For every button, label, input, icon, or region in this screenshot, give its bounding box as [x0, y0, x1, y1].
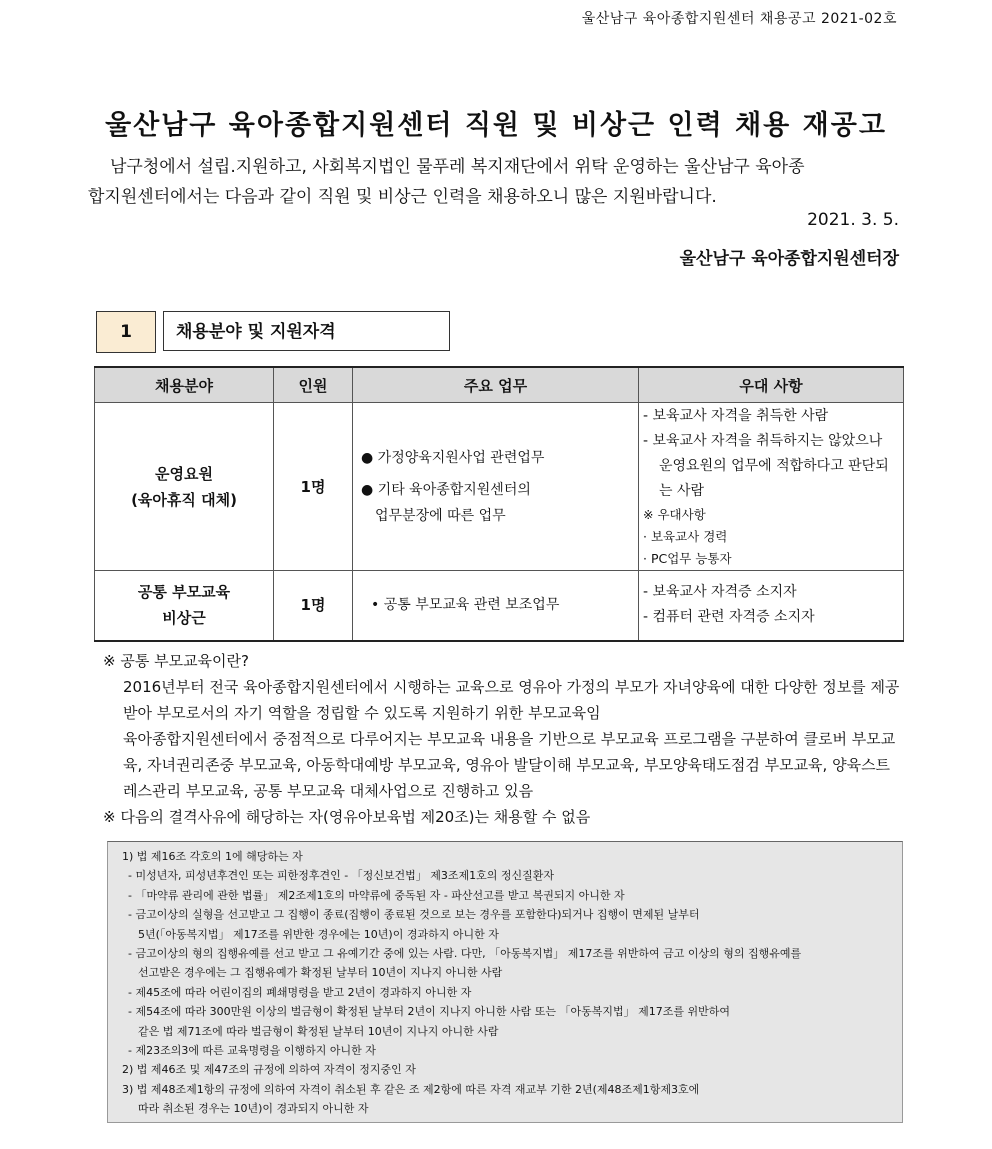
- box-line: - 미성년자, 피성년후견인 또는 피한정후견인 - 「정신보건법」 제3조제1호의 정신질환자: [128, 869, 555, 883]
- table-row: [95, 571, 904, 641]
- duty-item-cont: 업무분장에 따른 업무: [375, 507, 506, 524]
- col-header-count: 인원: [274, 367, 353, 403]
- recruitment-table: [94, 366, 904, 642]
- notice-date: 2021. 3. 5.: [807, 210, 899, 230]
- preference-cell: [639, 403, 904, 571]
- box-line: 선고받은 경우에는 그 집행유예가 확정된 날부터 10년이 지나지 아니한 사람: [138, 966, 503, 980]
- box-line: 따라 취소된 경우는 10년)이 경과되지 아니한 자: [138, 1102, 369, 1116]
- table-header-row: [95, 367, 904, 403]
- box-line: 3) 법 제48조제1항의 규정에 의하여 자격이 취소된 후 같은 조 제2항에 따른 자격 재교부 기한 2년(제48조제1항제3호에: [122, 1082, 700, 1096]
- intro-paragraph: [88, 152, 900, 212]
- count-cell: 1명: [274, 403, 353, 571]
- duty-item: • 공통 부모교육 관련 보조업무: [371, 597, 560, 614]
- field-cell: [95, 403, 274, 571]
- notes-section: [103, 648, 903, 830]
- section-number: 1: [96, 311, 156, 353]
- preference-item: - 보육교사 자격을 취득하지는 않았으나 운영요원의 업무에 적합하다고 판단되는 사람: [643, 432, 889, 499]
- duty-item: ● 가정양육지원사업 관련업무: [361, 449, 545, 466]
- box-line: - 제45조에 따라 어린이집의 폐쇄명령을 받고 2년이 경과하지 아니한 자: [128, 985, 472, 999]
- preference-item: - 보육교사 자격을 취득한 사람: [643, 407, 829, 424]
- note-body: 육아종합지원센터에서 중점적으로 다루어지는 부모교육 내용을 기반으로 부모교육 프로그램을 구분하여 클로버 부모교육, 자녀권리존중 부모교육, 아동학대예방 부모교육, 영유아 발달이해 부모교육, 부모양육태도점검 부모교육, 양육스트레스관리 부모교육, 공통 부모교육 대체사업으로 진행하고 있음: [123, 730, 896, 800]
- duties-cell: [353, 571, 639, 641]
- section-title: 채용분야 및 지원자격: [163, 311, 450, 351]
- field-note: 비상근: [162, 609, 206, 628]
- disqualification-note: ※ 다음의 결격사유에 해당하는 자(영유아보육법 제20조)는 채용할 수 없음: [103, 808, 591, 826]
- preference-item: - 보육교사 자격증 소지자: [643, 584, 797, 601]
- col-header-field: 채용분야: [95, 367, 274, 403]
- field-name: 공통 부모교육: [137, 583, 231, 602]
- duties-cell: [353, 403, 639, 571]
- box-line: - 제54조에 따라 300만원 이상의 벌금형이 확정된 날부터 2년이 지나지 아니한 사람 또는 「아동복지법」 제17조를 위반하여: [128, 1005, 730, 1019]
- box-line: 1) 법 제16조 각호의 1에 해당하는 자: [122, 850, 303, 863]
- preference-note: · 보육교사 경력: [643, 528, 728, 544]
- note-body: 2016년부터 전국 육아종합지원센터에서 시행하는 교육으로 영유아 가정의 부모가 자녀양육에 대한 다양한 정보를 제공받아 부모로서의 자기 역할을 정립할 수 있도록 지원하기 위한 부모교육임: [123, 678, 900, 722]
- box-line: - 「마약류 관리에 관한 법률」 제2조제1호의 마약류에 중독된 자 - 파산선고를 받고 복권되지 아니한 자: [128, 888, 625, 902]
- box-line: 같은 법 제71조에 따라 벌금형이 확정된 날부터 10년이 지나지 아니한 사람: [138, 1024, 499, 1038]
- count-cell: 1명: [274, 571, 353, 641]
- box-line: - 금고이상의 실형을 선고받고 그 집행이 종료(집행이 종료된 것으로 보는 경우를 포함한다)되거나 집행이 면제된 날부터: [128, 908, 700, 922]
- field-name: 운영요원: [155, 464, 213, 483]
- preference-item: - 컴퓨터 관련 자격증 소지자: [643, 609, 815, 626]
- box-line: 2) 법 제46조 및 제47조의 규정에 의하여 자격이 정지중인 자: [122, 1063, 416, 1077]
- disqualification-box: [107, 841, 903, 1123]
- notice-reference: 울산남구 육아종합지원센터 채용공고 2021-02호: [581, 11, 897, 27]
- col-header-preference: 우대 사항: [639, 367, 904, 403]
- col-header-duties: 주요 업무: [353, 367, 639, 403]
- note-question: ※ 공통 부모교육이란?: [103, 652, 249, 670]
- box-line: - 금고이상의 형의 집행유예를 선고 받고 그 유예기간 중에 있는 사람. 다만, 「아동복지법」 제17조를 위반하여 금고 이상의 형의 집행유예를: [128, 947, 802, 961]
- preference-note: · PC업무 능통자: [643, 550, 732, 566]
- box-line: - 제23조의3에 따른 교육명령을 이행하지 아니한 자: [128, 1044, 376, 1058]
- signature: 울산남구 육아종합지원센터장: [679, 249, 899, 269]
- intro-line-1: 남구청에서 설립.지원하고, 사회복지법인 물푸레 복지재단에서 위탁 운영하는 울산남구 육아종: [110, 157, 805, 177]
- box-line: 5년(「아동복지법」 제17조를 위반한 경우에는 10년)이 경과하지 아니한 자: [138, 927, 499, 941]
- duty-item: ● 기타 육아종합지원센터의: [361, 481, 531, 498]
- preference-cell: [639, 571, 904, 641]
- preference-note: ※ 우대사항: [643, 506, 706, 522]
- page-title: 울산남구 육아종합지원센터 직원 및 비상근 인력 채용 재공고: [105, 110, 887, 141]
- field-note: (육아휴직 대체): [131, 490, 237, 509]
- intro-line-2: 합지원센터에서는 다음과 같이 직원 및 비상근 인력을 채용하오니 많은 지원바랍니다.: [88, 187, 717, 207]
- field-cell: [95, 571, 274, 641]
- table-row: [95, 403, 904, 571]
